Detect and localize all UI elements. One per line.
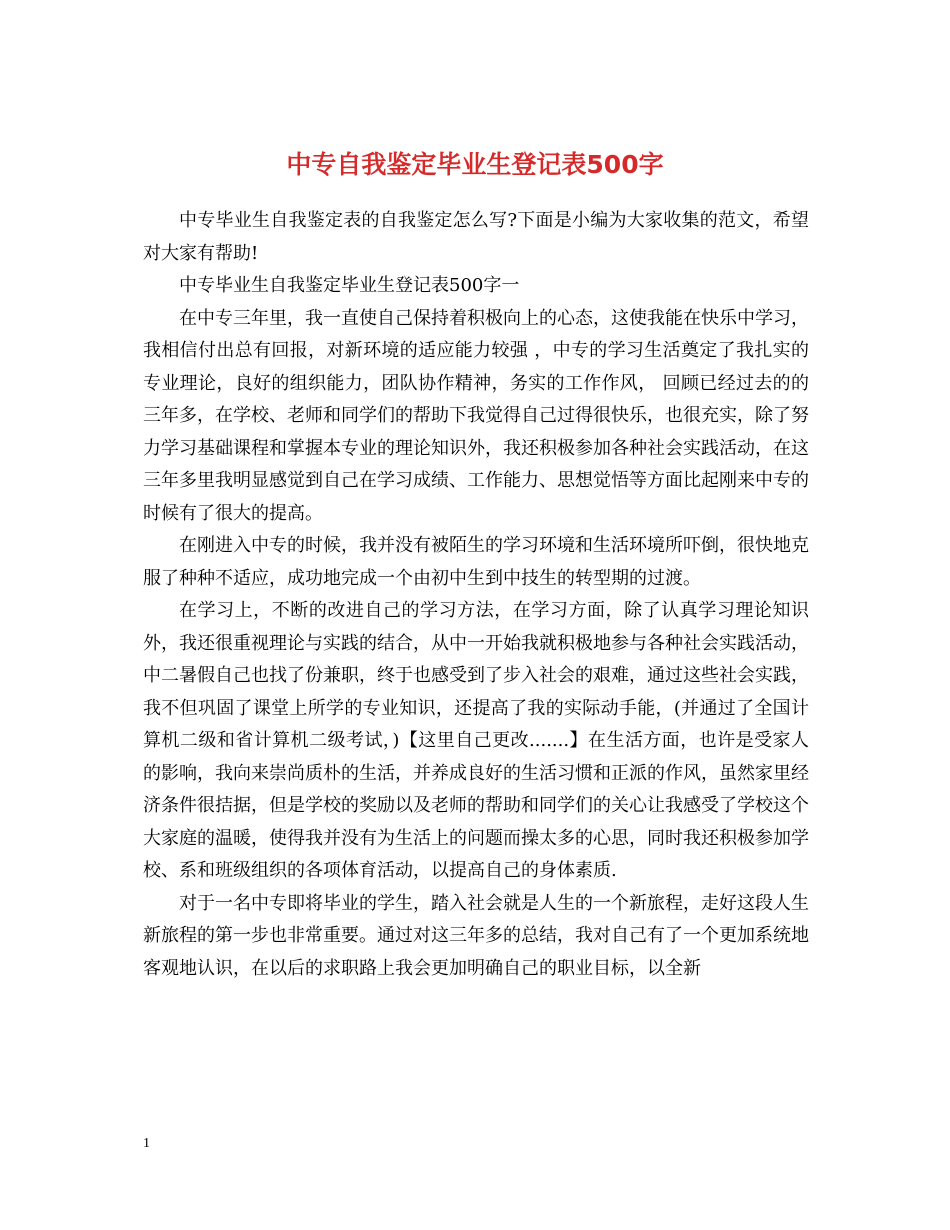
- document-title: 中专自我鉴定毕业生登记表500字: [286, 149, 664, 179]
- document-body: [143, 205, 809, 985]
- paragraph-intro: 中专毕业生自我鉴定表的自我鉴定怎么写?下面是小编为大家收集的范文，希望对大家有帮助!: [143, 210, 809, 264]
- paragraph-study-life: 在学习上，不断的改进自己的学习方法，在学习方面，除了认真学习理论知识外，我还很重视理论与实践的结合，从中一开始我就积极地参与各种社会实践活动，中二暑假自己也找了份兼职，终于也感受到了步入社会的艰难，通过这些社会实践，我不但巩固了课堂上所学的专业知识，还提高了我的实际动手能，(并通过了全国计算机二级和省计算机二级考试，)【这里自己更改.......】在生活方面，也许是受家人的影响，我向来崇尚质朴的生活，并养成良好的生活习惯和正派的作风，虽然家里经济条件很拮据，但是学校的奖励以及老师的帮助和同学们的关心让我感受了学校这个大家庭的温暖，使得我并没有为生活上的问题而操太多的心思，同时我还积极参加学校、系和班级组织的各项体育活动，以提高自己的身体素质.: [143, 600, 809, 881]
- paragraph-arrival: 在刚进入中专的时候，我并没有被陌生的学习环境和生活环境所吓倒，很快地克服了种种不适应，成功地完成一个由初中生到中技生的转型期的过渡。: [143, 535, 809, 589]
- page-number: 1: [143, 1136, 150, 1151]
- paragraph-graduation: 对于一名中专即将毕业的学生，踏入社会就是人生的一个新旅程，走好这段人生新旅程的第一步也非常重要。通过对这三年多的总结，我对自己有了一个更加系统地客观地认识，在以后的求职路上我会更加明确自己的职业目标，以全新: [143, 892, 809, 979]
- paragraph-three-years: 在中专三年里，我一直使自己保持着积极向上的心态，这使我能在快乐中学习，我相信付出总有回报，对新环境的适应能力较强 ，中专的学习生活奠定了我扎实的专业理论，良好的组织能力，团队协作精神，务实的工作作风， 回顾已经过去的的三年多，在学校、老师和同学们的帮助下我觉得自己过得很快乐，也很充实，除了努力学习基础课程和掌握本专业的理论知识外，我还积极参加各种社会实践活动，在这三年多里我明显感觉到自己在学习成绩、工作能力、思想觉悟等方面比起刚来中专的时候有了很大的提高。: [143, 307, 809, 524]
- section-heading: 中专毕业生自我鉴定毕业生登记表500字一: [179, 275, 520, 296]
